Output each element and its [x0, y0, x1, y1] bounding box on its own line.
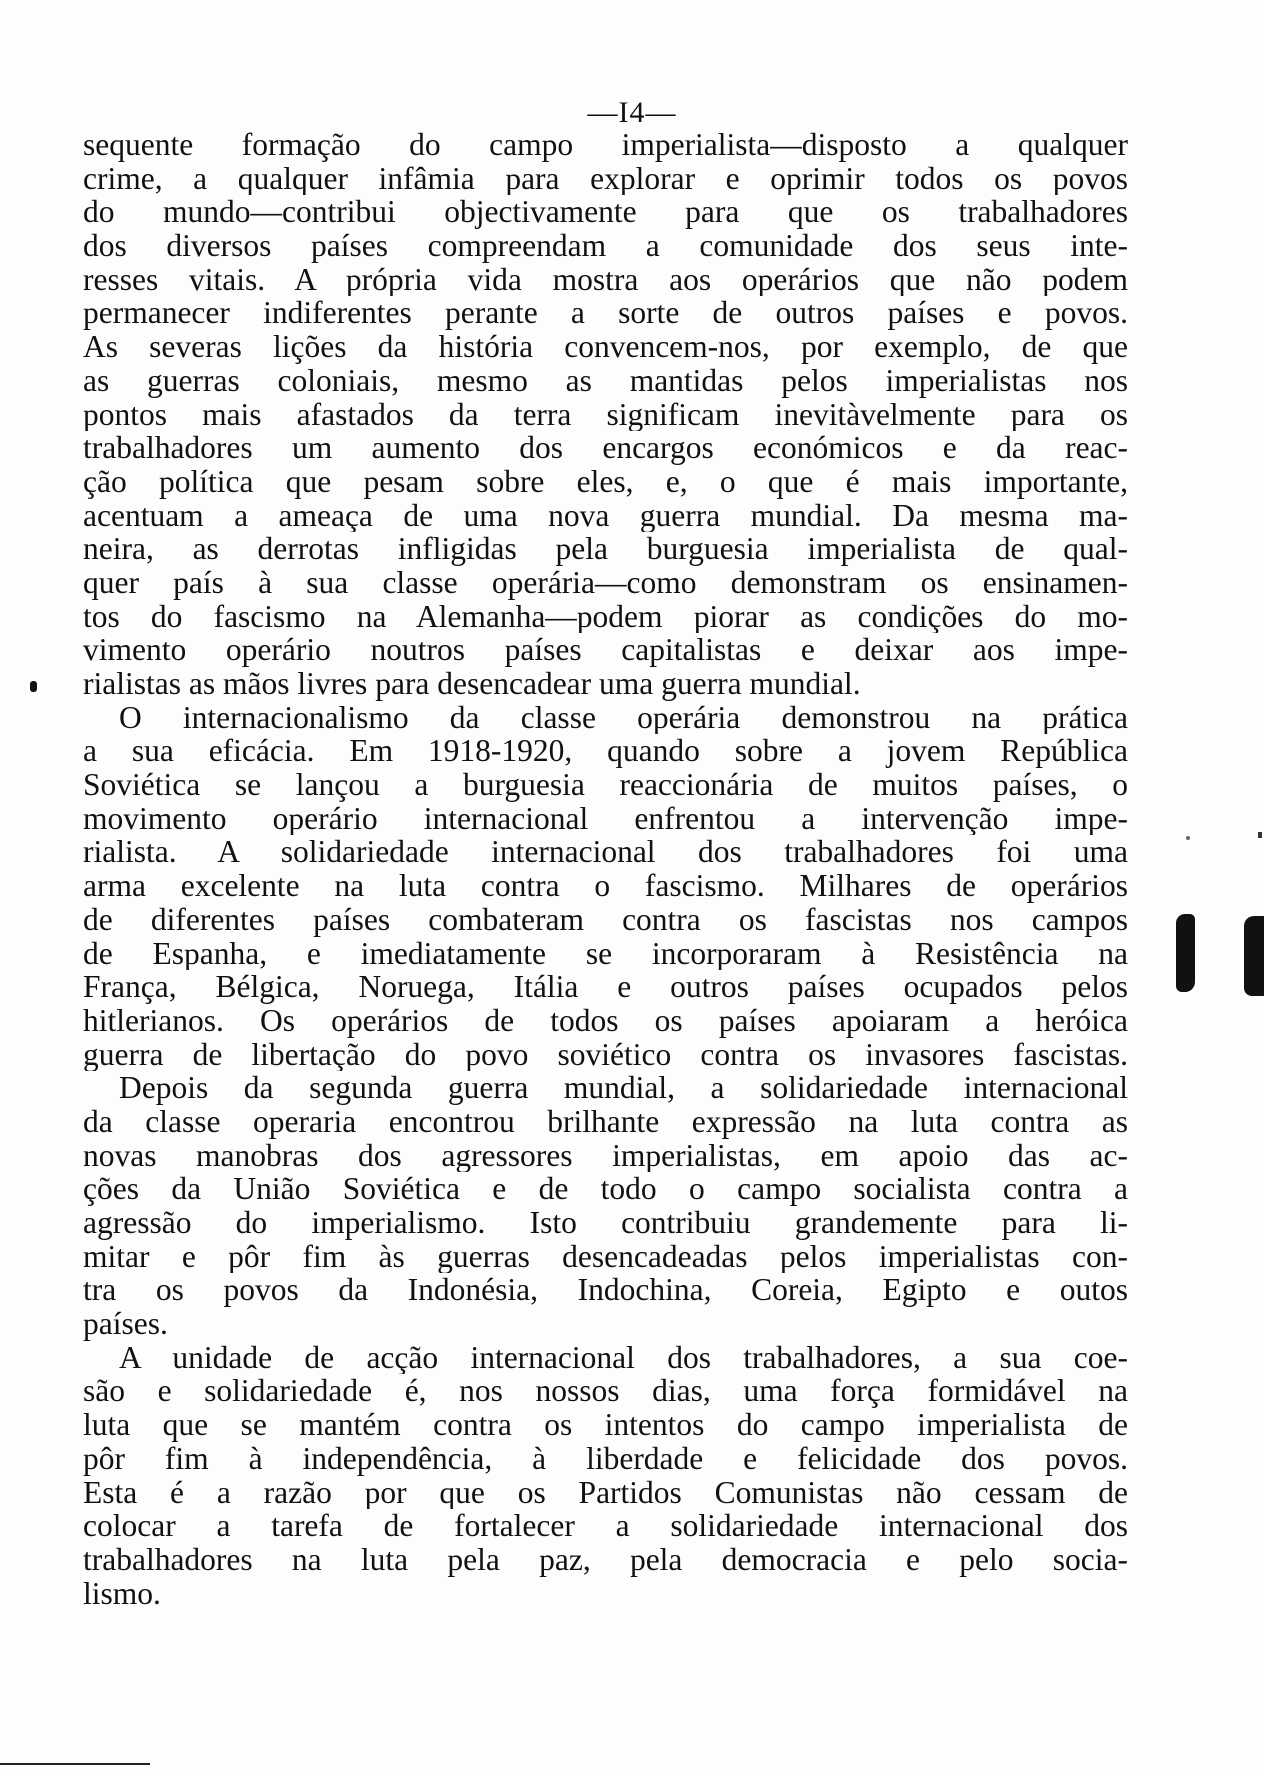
page-number: —I4— [587, 96, 677, 129]
text-line: dos diversos países compreendam a comunidade dos seus inte- [83, 229, 1128, 263]
text-line: movimento operário internacional enfrentou a intervenção impe- [83, 801, 1128, 836]
text-line: neira, as derrotas infligidas pela burguesia imperialista de qual- [83, 532, 1128, 566]
text-line: vimento operário noutros países capitalistas e deixar aos impe- [83, 633, 1128, 667]
text-line: ções da União Soviética e de todo o campo socialista contra a [83, 1172, 1128, 1206]
text-line: O internacionalismo da classe operária demonstrou na prática [119, 700, 1128, 735]
text-line: As severas lições da história convencem-nos, por exemplo, de que [83, 330, 1128, 364]
text-line: trabalhadores um aumento dos encargos económicos e da reac- [83, 431, 1128, 465]
text-line: pôr fim à independência, à liberdade e felicidade dos povos. [83, 1441, 1128, 1476]
text-line: são e solidariedade é, nos nossos dias, uma força formidável na [83, 1374, 1128, 1409]
margin-bullet-mark [30, 681, 37, 692]
text-line: Soviética se lançou a burguesia reaccionária de muitos países, o [83, 768, 1128, 802]
text-line: do mundo—contribui objectivamente para que os trabalhadores [83, 195, 1128, 230]
text-line: tos do fascismo na Alemanha—podem piorar as condições do mo- [83, 599, 1128, 634]
ink-blot [1176, 914, 1195, 992]
text-line: guerra de libertação do povo soviético contra os invasores fascistas. [83, 1037, 1128, 1072]
text-line: novas manobras dos agressores imperialistas, em apoio das ac- [83, 1138, 1128, 1173]
text-line: ção política que pesam sobre eles, e, o que é mais importante, [83, 464, 1128, 499]
bottom-rule [0, 1763, 150, 1765]
text-line: Depois da segunda guerra mundial, a solidariedade internacional [119, 1071, 1128, 1105]
text-line: permanecer indiferentes perante a sorte de outros países e povos. [83, 296, 1128, 331]
body-text [83, 128, 1128, 1610]
text-line: rialistas as mãos livres para desencadear uma guerra mundial. [83, 667, 861, 701]
text-line: rialista. A solidariedade internacional dos trabalhadores foi uma [83, 835, 1128, 870]
text-line: países. [83, 1307, 168, 1341]
text-line: hitlerianos. Os operários de todos os países apoiaram a heróica [83, 1003, 1128, 1038]
text-line: da classe operaria encontrou brilhante expressão na luta contra as [83, 1104, 1128, 1139]
text-line: sequente formação do campo imperialista—disposto a qualquer [83, 128, 1128, 162]
text-line: de diferentes países combateram contra os fascistas nos campos [83, 902, 1128, 937]
text-line: resses vitais. A própria vida mostra aos operários que não podem [83, 262, 1128, 297]
text-line: de Espanha, e imediatamente se incorporaram à Resistência na [83, 936, 1128, 971]
text-line: quer país à sua classe operária—como demonstram os ensinamen- [83, 565, 1128, 600]
text-line: pontos mais afastados da terra significam inevitàvelmente para os [83, 397, 1128, 432]
scan-speck [1258, 832, 1262, 838]
text-line: as guerras coloniais, mesmo as mantidas pelos imperialistas nos [83, 363, 1128, 398]
text-line: tra os povos da Indonésia, Indochina, Coreia, Egipto e outos [83, 1273, 1128, 1308]
text-line: Esta é a razão por que os Partidos Comunistas não cessam de [83, 1475, 1128, 1510]
scan-speck [1186, 836, 1190, 840]
text-line: trabalhadores na luta pela paz, pela democracia e pelo socia- [83, 1542, 1128, 1577]
text-line: a sua eficácia. Em 1918-1920, quando sobre a jovem República [83, 734, 1128, 769]
ink-blot [1244, 916, 1264, 996]
text-line: arma excelente na luta contra o fascismo. Milhares de operários [83, 869, 1128, 903]
text-line: crime, a qualquer infâmia para explorar e oprimir todos os povos [83, 161, 1128, 196]
text-line: mitar e pôr fim às guerras desencadeadas pelos imperialistas con- [83, 1239, 1128, 1274]
text-line: luta que se mantém contra os intentos do campo imperialista de [83, 1408, 1128, 1442]
text-line: colocar a tarefa de fortalecer a solidariedade internacional dos [83, 1509, 1128, 1543]
text-line: acentuam a ameaça de uma nova guerra mundial. Da mesma ma- [83, 498, 1128, 533]
text-line: França, Bélgica, Noruega, Itália e outros países ocupados pelos [83, 970, 1128, 1004]
text-line: agressão do imperialismo. Isto contribuiu grandemente para li- [83, 1206, 1128, 1240]
text-line: A unidade de acção internacional dos trabalhadores, a sua coe- [119, 1340, 1128, 1375]
text-line: lismo. [83, 1576, 161, 1611]
